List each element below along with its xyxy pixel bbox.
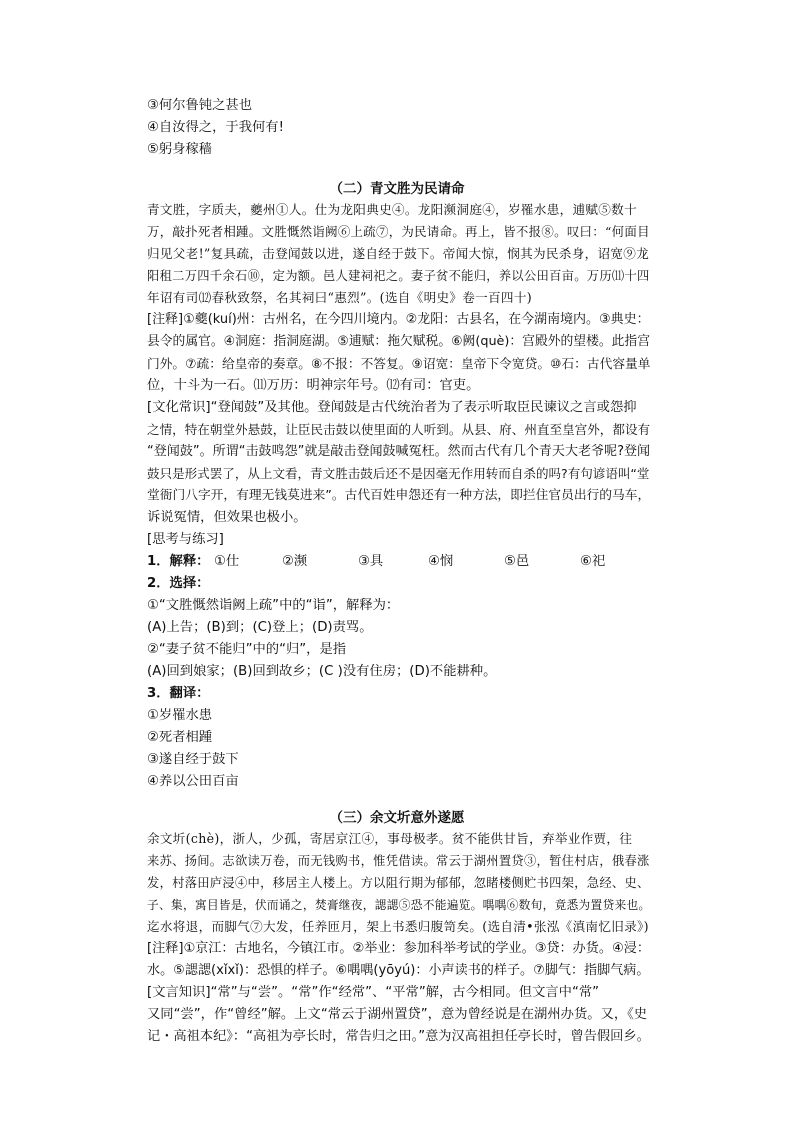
q1-item: ⑤邑 <box>504 554 530 569</box>
passage-line: 阳租二万四千余石⑩，定为额。邑人建祠祀之。妻子贫不能归，养以公田百亩。万历⑾十四 <box>147 269 650 283</box>
notes-line: [注释]①夔(kuí)州：古州名，在今四川境内。②龙阳：古县名，在今湖南境内。③典史： <box>147 312 650 327</box>
culture-line: 之情，特在朝堂外悬鼓，让臣民击鼓以使里面的人听到。从县、府、州直至皇宫外，都设有 <box>147 422 651 437</box>
q3-item: ①岁罹水患 <box>147 708 213 723</box>
notes-line: 水。⑤諰諰(xǐxǐ)：恐惧的样子。⑥喁喁(yōyú)：小声读书的样子。⑦脚气：指脚气病。 <box>147 963 650 978</box>
q1-item: ⑥祀 <box>580 554 606 569</box>
section-title: （三）余文圻意外遂愿 <box>329 810 465 826</box>
passage-line: 来苏、扬间。志欲读万卷，而无钱购书，惟凭借读。常云于湖州置贷③，暂住村店，俄春涨 <box>147 854 650 868</box>
culture-line: [文化常识]“登闻鼓”及其他。登闻鼓是古代统治者为了表示听取臣民谏议之言或怨抑 <box>147 400 637 415</box>
q2-label: 2．选择： <box>147 576 210 591</box>
q1-item: ③具 <box>358 554 384 569</box>
notes-line: [注释]①京江：古地名，今镇江市。②举业：参加科举考试的学业。③贷：办货。④浸： <box>147 941 650 956</box>
q2-a-stem: ①“文胜慨然诣阙上疏”中的“诣”，解释为： <box>147 598 400 613</box>
q1-label: 1．解释： <box>147 554 210 569</box>
section-title: （二）青文胜为民请命 <box>329 181 465 197</box>
passage-line: 归见父老!”复具疏，击登闻鼓以进，遂自经于鼓下。帝闻大惊，悯其为民杀身，诏宽⑨龙 <box>147 246 650 261</box>
q3-label: 3．翻译： <box>147 686 210 701</box>
passage-line: 发，村落田庐浸④中，移居主人楼上。方以阻行期为郁郁，忽睹楼侧贮书四架，急经、史、 <box>147 876 650 890</box>
knowledge-line: 记・高祖本纪》：“高祖为亭长时，常告归之田。”意为汉高祖担任亭长时，曾告假回乡。 <box>147 1029 650 1044</box>
text-line: ⑤躬身稼穑 <box>147 142 213 157</box>
culture-line: “登闻鼓”。所谓“击鼓鸣怨”就是敲击登闻鼓喊冤枉。然而古代有几个青天大老爷呢?登闻 <box>147 444 651 459</box>
q1-item: ①仕 <box>214 554 240 569</box>
notes-line: 门外。⑦疏：给皇帝的奏章。⑧不报：不答复。⑨诏宽：皇帝下令宽贷。⑩石：古代容量单 <box>147 356 651 371</box>
text-line: ③何尔鲁钝之甚也 <box>147 98 252 113</box>
culture-line: 鼓只是形式罢了，从上文看，青文胜击鼓后还不是因毫无作用转而自杀的吗?有句谚语叫“堂 <box>147 466 650 481</box>
passage-line: 迄水将退，而脚气⑦大发，任养匝月，架上书悉归腹笥矣。(选自清•张泓《滇南忆旧录》) <box>147 919 649 934</box>
passage-line: 子、集，寓目皆是，伏而诵之，焚膏继夜，諰諰⑤恐不能遍览。喁喁⑥数旬，竟悉为置贷来也。 <box>147 898 651 912</box>
passage-line: 余文圻(chè)，浙人，少孤，寄居京江④，事母极孝。贫不能供甘旨，弃举业作贾，往 <box>147 831 633 846</box>
passage-line: 年诏有司⑿春秋致祭，名其祠曰“惠烈”。(选自《明史》卷一百四十) <box>147 290 532 305</box>
q3-item: ②死者相踵 <box>147 730 213 745</box>
knowledge-line: [文言知识]“常”与“尝”。“常”作“经常”、“平常”解，古今相同。但文言中“常” <box>147 985 600 1000</box>
q2-b-stem: ②“妻子贫不能归”中的“归”，是指 <box>147 642 347 657</box>
notes-line: 县令的属官。④洞庭：指洞庭湖。⑤逋赋：拖欠赋税。⑥阙(què)：宫殿外的望楼。此指宫 <box>147 334 650 349</box>
passage-line: 万，敲扑死者相踵。文胜慨然诣阙⑥上疏⑦，为民请命。再上，皆不报⑧。叹曰：“何面目 <box>147 224 650 239</box>
passage-line: 青文胜，字质夫，夔州①人。仕为龙阳典史④。龙阳濒洞庭④，岁罹水患，逋赋⑤数十 <box>147 202 637 217</box>
q2-b-options: (A)回到娘家；(B)回到故乡；(C )没有住房；(D)不能耕种。 <box>147 664 497 679</box>
knowledge-line: 又同“尝”，作“曾经”解。上文“常云于湖州置贷”，意为曾经说是在湖州办货。又，《史 <box>147 1007 648 1022</box>
culture-line: 堂衙门八字开，有理无钱莫进来”。古代百姓申怨还有一种方法，即拦住官员出行的马车， <box>147 488 651 503</box>
q3-item: ④养以公田百亩 <box>147 774 239 789</box>
notes-line: 位，十斗为一石。⑾万历：明神宗年号。⑿有司：官吏。 <box>147 378 480 393</box>
exercise-heading: [思考与练习] <box>147 532 224 547</box>
culture-line: 诉说冤情，但效果也极小。 <box>147 510 307 525</box>
q2-a-options: (A)上告；(B)到；(C)登上；(D)责骂。 <box>147 620 373 635</box>
q1-item: ④悯 <box>428 554 454 569</box>
text-line: ④自汝得之，于我何有! <box>147 120 284 135</box>
q3-item: ③遂自经于鼓下 <box>147 752 239 767</box>
q1-item: ②濒 <box>282 554 308 569</box>
